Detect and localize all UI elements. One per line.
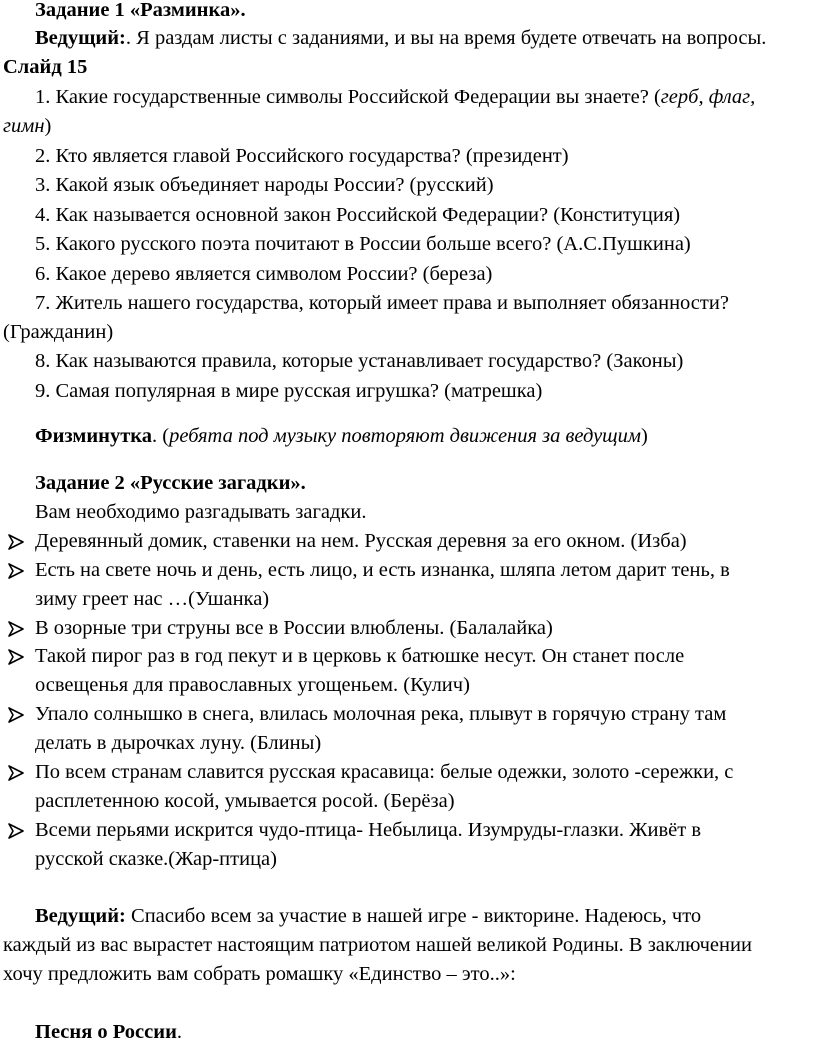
task1-heading: Задание 1 «Разминка». bbox=[35, 0, 246, 21]
arrow-bullet-icon bbox=[8, 534, 24, 550]
question-3: 3. Какой язык объединяет народы России? (русский) bbox=[35, 174, 494, 196]
arrow-bullet-icon bbox=[8, 649, 24, 665]
question-5: 5. Какого русского поэта почитают в России больше всего? (А.С.Пушкина) bbox=[35, 233, 691, 255]
arrow-bullet-icon bbox=[8, 707, 24, 723]
arrow-bullet-icon bbox=[8, 563, 24, 579]
song-title: Песня о России. bbox=[35, 1021, 183, 1043]
closing-line-3: хочу предложить вам собрать ромашку «Единство – это..»: bbox=[3, 963, 516, 985]
question-7-cont: (Гражданин) bbox=[3, 321, 114, 343]
riddle-6: По всем странам славится русская красавица: белые одежки, золото -сережки, с bbox=[35, 761, 734, 783]
riddle-7: Всеми перьями искрится чудо-птица- Небылица. Изумруды-глазки. Живёт в bbox=[35, 819, 702, 841]
fizminutka-line: Физминутка. (ребята под музыку повторяют движения за ведущим) bbox=[35, 425, 648, 447]
question-9: 9. Самая популярная в мире русская игрушка? (матрешка) bbox=[35, 380, 543, 402]
closing-line-1: Ведущий: Спасибо всем за участие в нашей игре - викторине. Надеюсь, что bbox=[35, 905, 702, 927]
closing-line-2: каждый из вас вырастет настоящим патриотом нашей великой Родины. В заключении bbox=[3, 934, 752, 956]
question-6: 6. Какое дерево является символом России? (береза) bbox=[35, 263, 493, 285]
riddle-4-cont: освещенья для православных угощеньем. (Кулич) bbox=[35, 674, 470, 696]
task1-host-line: Ведущий:. Я раздам листы с заданиями, и вы на время будете отвечать на вопросы. bbox=[35, 27, 767, 49]
riddle-5: Упало солнышко в снега, влилась молочная река, плывут в горячую страну там bbox=[35, 703, 727, 725]
question-1: 1. Какие государственные символы Российской Федерации вы знаете? (герб, флаг, bbox=[35, 86, 756, 108]
riddle-2: Есть на свете ночь и день, есть лицо, и есть изнанка, шляпа летом дарит тень, в bbox=[35, 559, 730, 581]
arrow-bullet-icon bbox=[8, 765, 24, 781]
task2-heading: Задание 2 «Русские загадки». bbox=[35, 472, 306, 494]
riddle-5-cont: делать в дырочках луну. (Блины) bbox=[35, 732, 322, 754]
riddle-2-cont: зиму греет нас …(Ушанка) bbox=[35, 588, 270, 610]
riddle-1: Деревянный домик, ставенки на нем. Русская деревня за его окном. (Изба) bbox=[35, 530, 687, 552]
question-1-cont: гимн) bbox=[3, 115, 52, 137]
riddle-4: Такой пирог раз в год пекут и в церковь к батюшке несут. Он станет после bbox=[35, 645, 685, 667]
question-7: 7. Житель нашего государства, который имеет права и выполняет обязанности? bbox=[35, 292, 729, 314]
question-4: 4. Как называется основной закон Российской Федерации? (Конституция) bbox=[35, 204, 681, 226]
arrow-bullet-icon bbox=[8, 823, 24, 839]
question-2: 2. Кто является главой Российского государства? (президент) bbox=[35, 145, 569, 167]
riddle-3: В озорные три струны все в России влюблены. (Балалайка) bbox=[35, 617, 553, 639]
riddle-7-cont: русской сказке.(Жар-птица) bbox=[35, 848, 277, 870]
question-8: 8. Как называются правила, которые устанавливает государство? (Законы) bbox=[35, 350, 684, 372]
slide-label: Слайд 15 bbox=[3, 56, 88, 78]
riddle-6-cont: расплетенною косой, умывается росой. (Берёза) bbox=[35, 790, 455, 812]
arrow-bullet-icon bbox=[8, 621, 24, 637]
task2-intro: Вам необходимо разгадывать загадки. bbox=[35, 501, 367, 523]
